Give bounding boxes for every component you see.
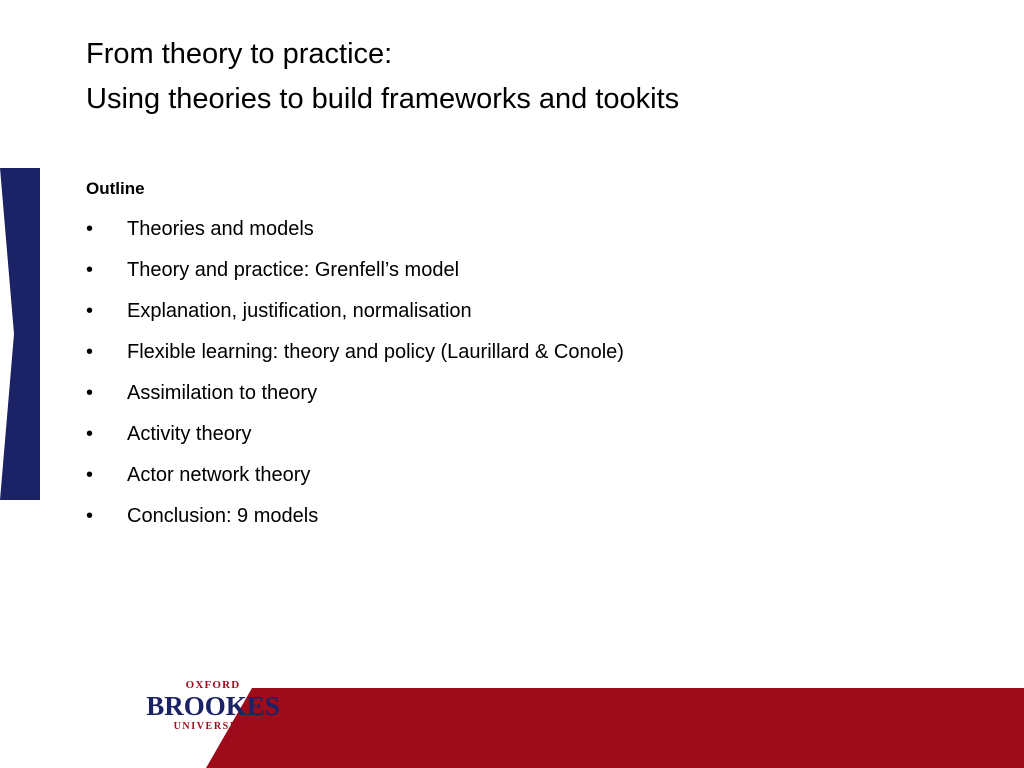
logo-line-university: UNIVERSITY bbox=[173, 721, 253, 732]
bullet-icon: • bbox=[86, 382, 94, 404]
list-item bbox=[86, 379, 946, 420]
bullet-icon: • bbox=[86, 300, 94, 322]
list-item-label: Theory and practice: Grenfell’s model bbox=[127, 259, 460, 281]
outline-list bbox=[86, 215, 946, 543]
outline-heading: Outline bbox=[86, 179, 145, 198]
list-item bbox=[86, 502, 946, 543]
list-item-label: Conclusion: 9 models bbox=[127, 505, 319, 527]
list-item-label: Assimilation to theory bbox=[127, 382, 318, 404]
navy-accent-shape bbox=[0, 168, 40, 500]
bullet-icon: • bbox=[86, 464, 94, 486]
logo-line-oxford: OXFORD bbox=[185, 679, 241, 691]
bullet-icon: • bbox=[86, 218, 94, 240]
bullet-icon: • bbox=[86, 341, 94, 363]
list-item bbox=[86, 215, 946, 256]
list-item bbox=[86, 420, 946, 461]
bullet-icon: • bbox=[86, 505, 94, 527]
bullet-icon: • bbox=[86, 259, 94, 281]
footer-red-shape bbox=[206, 688, 1024, 768]
logo-line-brookes: BROOKES bbox=[146, 691, 280, 721]
list-item-label: Theories and models bbox=[127, 218, 314, 240]
list-item bbox=[86, 338, 946, 379]
list-item-label: Actor network theory bbox=[127, 464, 311, 486]
slide-title bbox=[86, 32, 966, 122]
list-item-label: Activity theory bbox=[127, 423, 252, 445]
title-line-1: From theory to practice: bbox=[86, 38, 393, 70]
list-item-label: Explanation, justification, normalisation bbox=[127, 300, 472, 322]
oxford-brookes-logo bbox=[133, 680, 293, 732]
list-item bbox=[86, 256, 946, 297]
list-item-label: Flexible learning: theory and policy (Laurillard & Conole) bbox=[127, 341, 624, 363]
title-line-2: Using theories to build frameworks and tookits bbox=[86, 83, 680, 115]
list-item bbox=[86, 461, 946, 502]
list-item bbox=[86, 297, 946, 338]
bullet-icon: • bbox=[86, 423, 94, 445]
